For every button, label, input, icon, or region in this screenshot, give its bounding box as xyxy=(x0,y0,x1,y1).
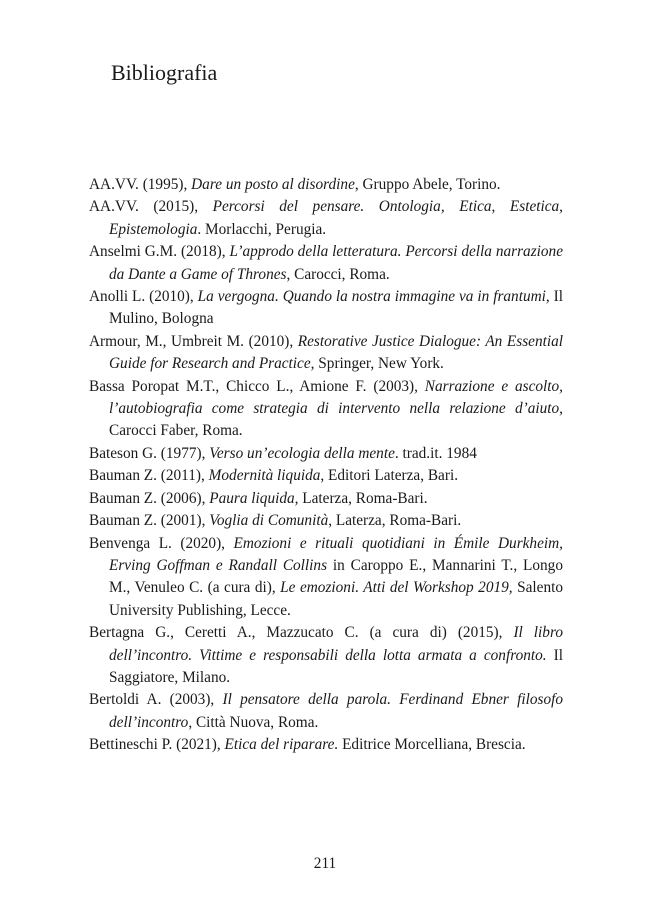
bibliography-entry xyxy=(89,331,563,376)
entry-text: , Carocci, Roma. xyxy=(286,265,390,283)
page-number: 211 xyxy=(313,855,337,872)
entry-text: , Città Nuova, Roma. xyxy=(188,713,319,731)
bibliography-entry xyxy=(89,443,563,465)
entry-title: L’approdo della letteratura. Percorsi della narrazione da Dante a Game of Thrones xyxy=(109,243,563,283)
entry-text: , Il Mulino, Bologna xyxy=(109,288,564,328)
entry-title: La vergogna. Quando la nostra immagine va in frantumi xyxy=(197,288,546,306)
entry-text: Bertoldi A. (2003), xyxy=(89,691,223,709)
entry-text: Laterza, Roma-Bari. xyxy=(298,489,428,507)
entry-text: Bateson G. (1977), xyxy=(89,444,210,462)
entry-text: Armour, M., Umbreit M. (2010), xyxy=(89,332,298,350)
entry-text: , Editori Laterza, Bari. xyxy=(320,467,459,485)
entry-text: . trad.it. 1984 xyxy=(394,444,477,462)
entry-title: Dare un posto al disordine xyxy=(191,176,355,193)
entry-text: , Carocci Faber, Roma. xyxy=(109,400,563,440)
bibliography-entry xyxy=(89,196,563,241)
entry-text: Anolli L. (2010), xyxy=(89,288,198,306)
bibliography-entry xyxy=(89,174,563,196)
entry-text: Anselmi G.M. (2018), xyxy=(89,243,230,261)
bibliography-entry xyxy=(89,241,563,286)
entry-text: , Gruppo Abele, Torino. xyxy=(354,176,501,193)
page-title: Bibliografia xyxy=(111,60,218,85)
entry-title: Etica del riparare. xyxy=(224,736,339,754)
entry-text: Bauman Z. (2011), xyxy=(89,467,209,485)
bibliography-entry xyxy=(89,689,563,734)
entry-text: Bauman Z. (2006), xyxy=(89,489,210,507)
entry-title: Paura liquida, xyxy=(209,489,299,507)
bibliography-entry xyxy=(89,622,563,689)
entry-title: Narrazione e ascolto, l’autobiografia come strategia di intervento nella relazione d’aiuto xyxy=(109,377,563,418)
entry-title: Percorsi del pensare. Ontologia, Etica, Estetica, Epistemologia xyxy=(109,198,563,238)
entry-title: Voglia di Comunità xyxy=(209,512,329,530)
entry-title: Restorative Justice Dialogue: An Essential Guide for Research and Practice, xyxy=(109,332,563,373)
entry-text: AA.VV. (1995), xyxy=(89,176,192,193)
bibliography-entry xyxy=(89,734,563,756)
entry-title: Emozioni e rituali quotidiani in Émile Durkheim, Erving Goffman e Randall Collins xyxy=(109,534,563,574)
entry-title: Il pensatore della parola. Ferdinand Ebner filosofo dell’incontro xyxy=(109,691,563,731)
entry-title: Modernità liquida xyxy=(208,467,321,485)
entry-title: Il libro dell’incontro. Vittime e responsabili della lotta armata a confronto. xyxy=(109,624,563,664)
bibliography-entry xyxy=(89,510,563,532)
bibliography-entry xyxy=(89,488,563,510)
entry-text: , Laterza, Roma-Bari. xyxy=(328,512,462,530)
entry-text: Bertagna G., Ceretti A., Mazzucato C. (a cura di) (2015), xyxy=(89,624,514,642)
entry-text: Springer, New York. xyxy=(314,355,444,373)
entry-text: Il Saggiatore, Milano. xyxy=(109,646,563,686)
entry-title: Verso un’ecologia della mente xyxy=(209,444,395,462)
entry-text: Salento University Publishing, Lecce. xyxy=(109,579,563,619)
bibliography-entry xyxy=(89,533,563,623)
entry-text: Benvenga L. (2020), xyxy=(89,534,234,552)
entry-text: Bassa Poropat M.T., Chicco L., Amione F. (2003), xyxy=(89,377,425,395)
bibliography-entry xyxy=(89,465,563,487)
entry-title: Le emozioni. Atti del Workshop 2019, xyxy=(280,579,513,597)
entry-text: in Caroppo E., Mannarini T., Longo M., Venuleo C. (a cura di), xyxy=(109,556,563,597)
bibliography-list xyxy=(89,174,563,757)
entry-text: Bettineschi P. (2021), xyxy=(89,736,225,754)
entry-text: Editrice Morcelliana, Brescia. xyxy=(338,736,526,754)
bibliography-entry xyxy=(89,286,563,331)
entry-text: . Morlacchi, Perugia. xyxy=(197,220,327,238)
entry-text: Bauman Z. (2001), xyxy=(89,512,210,530)
entry-text: AA.VV. (2015), xyxy=(89,198,213,216)
bibliography-entry xyxy=(89,376,563,443)
